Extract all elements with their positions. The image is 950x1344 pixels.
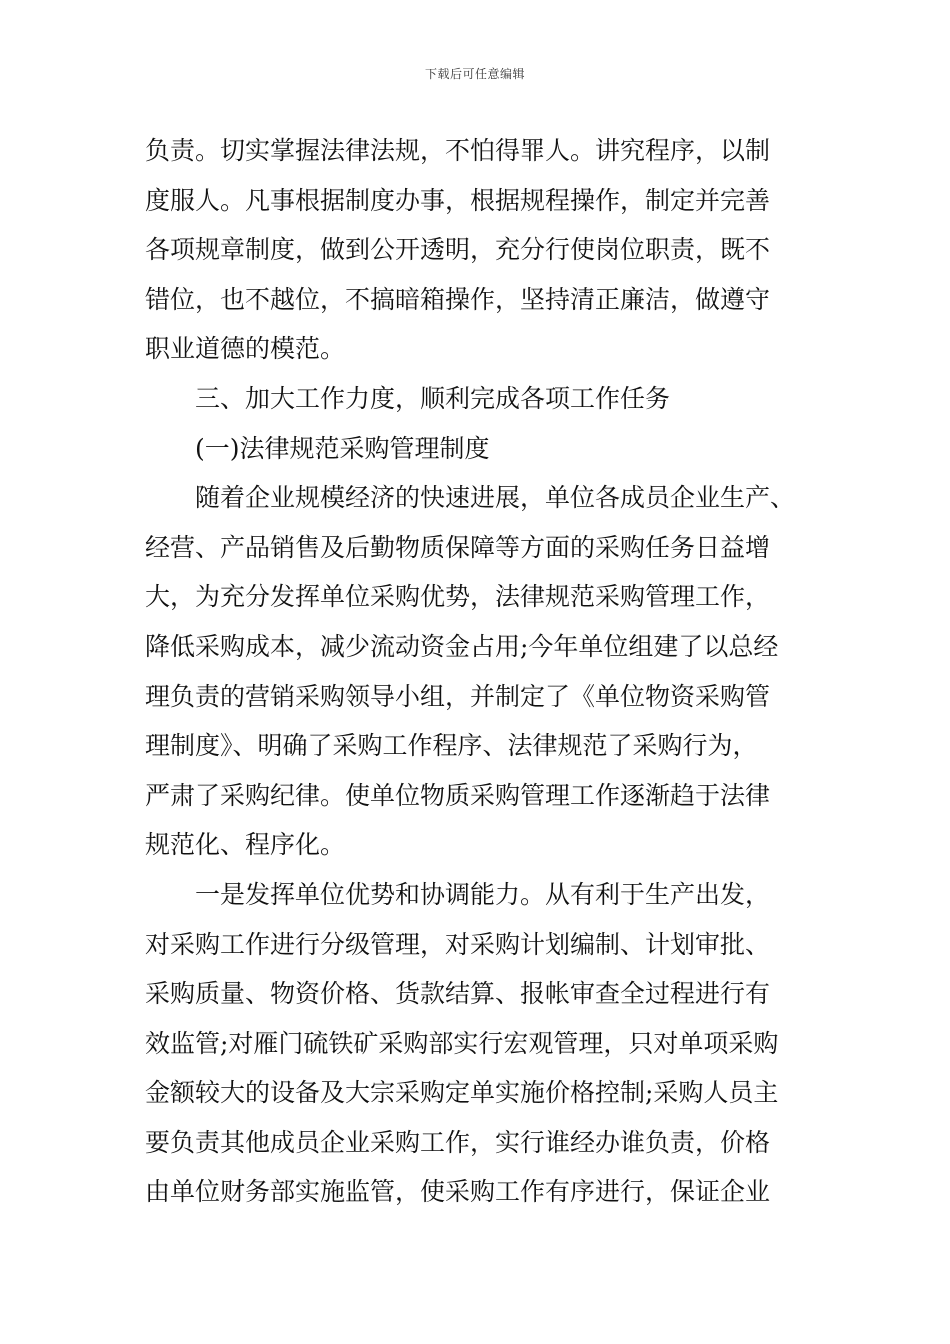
body-line: 由单位财务部实施监管，使采购工作有序进行，保证企业 bbox=[145, 1177, 771, 1207]
body-line: 随着企业规模经济的快速进展，单位各成员企业生产、 bbox=[195, 483, 796, 513]
body-line: 大，为充分发挥单位采购优势，法律规范采购管理工作， bbox=[145, 582, 771, 612]
body-line: 降低采购成本，减少流动资金占用;今年单位组建了以总经 bbox=[145, 631, 779, 661]
document-body bbox=[145, 126, 825, 1217]
section-heading: 三、加大工作力度，顺利完成各项工作任务 bbox=[195, 383, 671, 413]
body-line: 各项规章制度，做到公开透明，充分行使岗位职责，既不 bbox=[145, 235, 771, 265]
body-line: 采购质量、物资价格、货款结算、报帐审查全过程进行有 bbox=[145, 979, 771, 1009]
body-line: 度服人。凡事根据制度办事，根据规程操作，制定并完善 bbox=[145, 185, 771, 215]
subsection-heading: (一)法律规范采购管理制度 bbox=[195, 433, 490, 463]
body-line: 负责。切实掌握法律法规，不怕得罪人。讲究程序，以制 bbox=[145, 136, 771, 165]
body-line: 职业道德的模范。 bbox=[145, 334, 346, 364]
body-line: 理制度》、明确了采购工作程序、法律规范了采购行为， bbox=[145, 731, 758, 761]
body-line: 理负责的营销采购领导小组，并制定了《单位物资采购管 bbox=[145, 681, 771, 711]
body-line: 一是发挥单位优势和协调能力。从有利于生产出发， bbox=[195, 879, 771, 909]
body-line: 要负责其他成员企业采购工作，实行谁经办谁负责，价格 bbox=[145, 1127, 771, 1157]
body-line: 错位，也不越位，不搞暗箱操作，坚持清正廉洁，做遵守 bbox=[145, 284, 771, 314]
body-line: 金额较大的设备及大宗采购定单实施价格控制;采购人员主 bbox=[145, 1078, 779, 1108]
body-line: 严肃了采购纪律。使单位物质采购管理工作逐渐趋于法律 bbox=[145, 780, 771, 810]
body-line: 对采购工作进行分级管理，对采购计划编制、计划审批、 bbox=[145, 929, 771, 959]
body-line: 规范化、程序化。 bbox=[145, 830, 346, 860]
page-header-note: 下载后可任意编辑 bbox=[424, 67, 525, 81]
body-line: 经营、产品销售及后勤物质保障等方面的采购任务日益增 bbox=[145, 532, 771, 562]
body-line: 效监管;对雁门硫铁矿采购部实行宏观管理，只对单项采购 bbox=[145, 1028, 779, 1058]
